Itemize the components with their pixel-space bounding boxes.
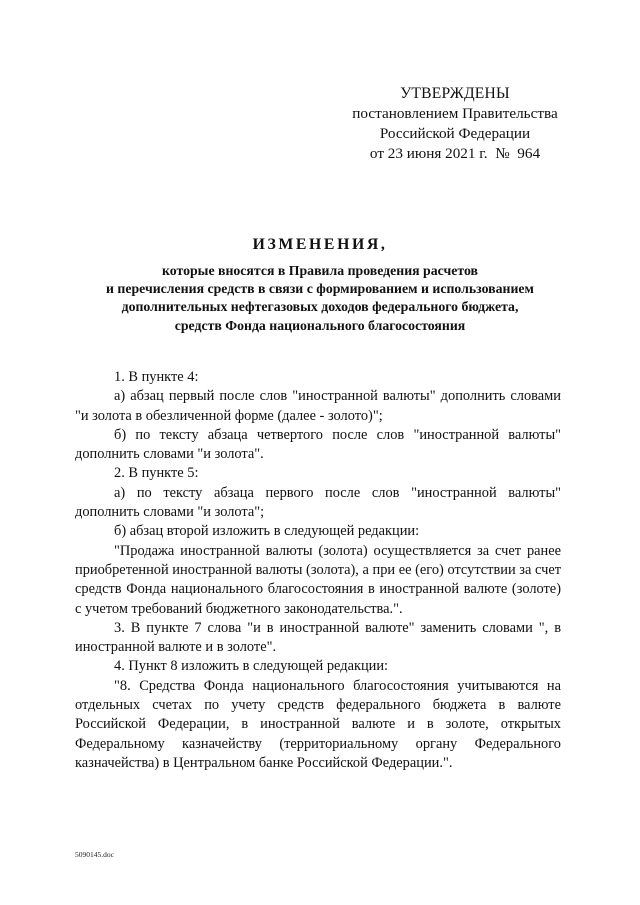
paragraph-point-8-quote: "8. Средства Фонда национального благосостояния учитываются на отдельных счетах по учету средств федерального бюджета в валюте Российской Федерации, в иностранной валюте и в золоте, открытых Федеральному казначейству (территориальному органу Федерального казначейства) в Центральном банке Российской Федерации.".	[75, 677, 561, 771]
subtitle-line: средств Фонда национального благосостояния	[174, 317, 466, 333]
approval-line-date: от 23 июня 2021 г. № 964	[369, 145, 541, 162]
file-name-footer: 5090145.doc	[75, 850, 114, 859]
document-body	[75, 368, 561, 773]
document-subtitle	[62, 262, 578, 335]
subtitle-line: которые вносятся в Правила проведения расчетов	[162, 263, 478, 278]
approval-line-country: Российской Федерации	[379, 125, 531, 142]
paragraph-point-4: 1. В пункте 4:	[114, 369, 199, 385]
paragraph-5b: б) абзац второй изложить в следующей редакции:	[114, 523, 420, 540]
paragraph-5a: а) по тексту абзаца первого после слов "иностранной валюты" дополнить словами "и золота";	[75, 484, 561, 521]
paragraph-4a: а) абзац первый после слов "иностранной валюты" дополнить словами "и золота в обезличенной форме (далее - золото)";	[75, 388, 561, 424]
approval-block	[340, 84, 570, 164]
paragraph-5b-quote: "Продажа иностранной валюты (золота) осуществляется за счет ранее приобретенной иностранной валюты (золота), а при ее (его) отсутствии за счет средств Фонда национального благосостояния в иностранной валюте (золоте) с учетом требований бюджетного законодательства.".	[75, 542, 561, 617]
document-title: ИЗМЕНЕНИЯ,	[252, 236, 388, 253]
paragraph-point-7: 3. В пункте 7 слова "и в иностранной валюте" заменить словами ", в иностранной валюте и в золоте".	[75, 619, 561, 656]
approval-heading: УТВЕРЖДЕНЫ	[400, 85, 510, 102]
paragraph-point-8: 4. Пункт 8 изложить в следующей редакции:	[114, 658, 389, 675]
subtitle-line: дополнительных нефтегазовых доходов федерального бюджета,	[121, 299, 519, 315]
subtitle-line: и перечисления средств в связи с формированием и использованием	[106, 281, 534, 297]
paragraph-4b: б) по тексту абзаца четвертого после слов "иностранной валюты" дополнить словами "и золота".	[75, 426, 561, 463]
paragraph-point-5: 2. В пункте 5:	[114, 465, 199, 482]
approval-line-decree: постановлением Правительства	[352, 105, 558, 122]
